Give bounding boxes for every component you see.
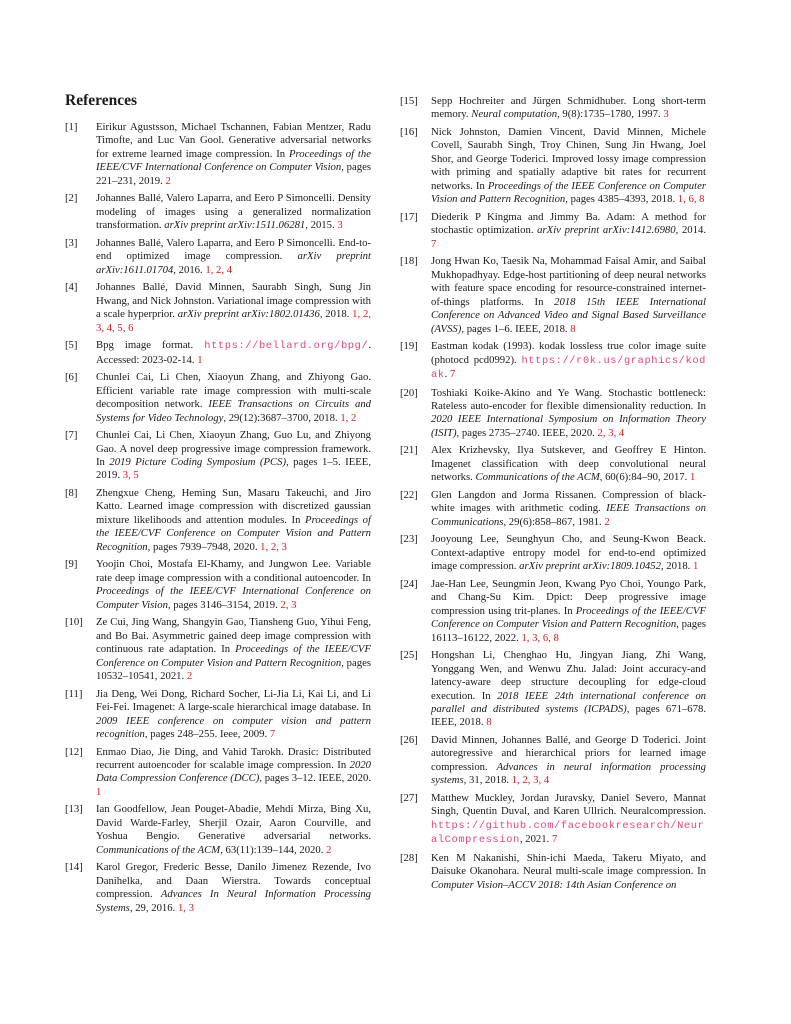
reference-item [400,852,706,892]
reference-authors-title: Jong Hwan Ko, Taesik Na, Mohammad Faisal Amir, and Saibal Mukhopadhyay. Edge-host partitioning of deep neural networks with feature space encoding for resource-constrained internet-of-things platforms. In [431,255,706,308]
reference-number: [16] [400,126,418,138]
reference-url-link[interactable]: https://r0k.us/graphics/kodak [431,354,706,381]
reference-backlinks[interactable]: 1 [689,471,696,484]
reference-venue: Advances In Neural Information Processing Systems [96,888,372,914]
reference-venue: Neural computation [471,108,558,121]
reference-text [96,371,371,425]
reference-details: , pages 248–255. Ieee, 2009. [144,727,270,740]
reference-text [431,533,706,573]
reference-authors-title: Jooyoung Lee, Seunghyun Cho, and Seung-Kwon Beack. Context-adaptive entropy model for end-to-end optimized image compression. [431,533,706,573]
reference-number: [15] [400,95,418,107]
references-column-left [65,121,371,919]
reference-number: [11] [65,687,83,700]
reference-details: , 2016. [173,263,206,276]
reference-authors-title: David Minnen, Johannes Ballé, and George D Toderici. Joint autoregressive and hierarchical priors for learned image compression. [431,733,706,773]
reference-venue: Proceedings of the IEEE/CVF Conference on Computer Vision and Pattern Recognition [431,604,706,631]
reference-text [431,649,706,730]
reference-venue: arXiv preprint arXiv:1511.06281 [164,219,306,232]
reference-text [96,339,371,367]
reference-number: [6] [65,371,78,384]
reference-details: , pages 7939–7948, 2020. [147,540,261,553]
reference-backlinks[interactable]: 7 [450,367,456,380]
reference-url-link[interactable]: https://github.com/facebookresearch/NeuralCompression [431,819,705,847]
reference-text [431,578,706,645]
reference-backlinks[interactable]: 1, 6, 8 [677,193,705,206]
reference-details: , pages 221–231, 2019. [96,161,371,187]
reference-details: , 29(6):858–867, 1981. [503,515,605,528]
reference-authors-title: Eastman kodak (1993). kodak lossless true color image suite (photocd pcd0992). [431,340,706,366]
reference-backlinks[interactable]: 2 [604,515,610,528]
reference-number: [14] [65,861,83,874]
reference-item [400,734,706,788]
reference-item [400,649,706,730]
reference-text [96,429,371,483]
reference-details: , 60(6):84–90, 2017. [599,471,690,484]
reference-url-suffix: . [444,367,451,380]
reference-details: , pages 4385–4393, 2018. [565,193,678,206]
reference-item [400,95,706,122]
reference-backlinks[interactable]: 2, 3, 4 [597,426,625,439]
reference-number: [9] [65,558,78,571]
reference-number: [25] [400,649,418,662]
reference-url-suffix: , 2021. [519,833,552,846]
reference-item [400,792,706,848]
reference-authors-title: Karol Gregor, Frederic Besse, Danilo Jimenez Rezende, Ivo Danihelka, and Daan Wierstra. Towards conceptual compression. [96,861,371,901]
reference-number: [19] [400,340,418,353]
reference-number: [5] [65,339,78,352]
reference-details: , 2015. [305,219,338,232]
reference-venue: Proceedings of the IEEE/CVF Conference on Computer Vision and Pattern Recognition [96,643,371,669]
reference-item [65,861,371,915]
reference-backlinks[interactable]: 1, 2, 4 [205,263,233,276]
references-column-right [400,95,706,896]
reference-details: , 29(12):3687–3700, 2018. [223,411,341,424]
reference-authors-title: Alex Krizhevsky, Ilya Sutskever, and Geoffrey E Hinton. Imagenet classification with deep convolutional neural networks. [431,444,706,484]
reference-text [96,237,371,277]
reference-text [96,281,371,335]
reference-backlinks[interactable]: 1, 3, 6, 8 [521,631,559,644]
reference-number: [4] [65,281,78,294]
reference-text [96,803,371,857]
reference-details: , pages 1–5. IEEE, 2019. [96,455,371,482]
reference-item [65,121,371,188]
reference-backlinks[interactable]: 7 [269,727,276,740]
reference-backlinks[interactable]: 1, 3 [177,901,194,914]
reference-item [65,237,371,277]
reference-authors-title: Eirikur Agustsson, Michael Tschannen, Fabian Mentzer, Radu Timofte, and Luc Van Gool. Generative adversarial networks for extreme learned image compression. In [96,121,371,160]
reference-item [400,444,706,484]
reference-item [400,578,706,645]
reference-number: [28] [400,851,418,864]
reference-backlinks[interactable]: 8 [570,322,576,335]
reference-venue: arXiv preprint arXiv:1809.10452 [519,560,661,573]
reference-authors-title: Chunlei Cai, Li Chen, Xiaoyun Zhang, and Zhiyong Gao. Efficient variable rate image compression with multi-scale decomposition network. [96,371,371,411]
reference-backlinks[interactable]: 1, 2 [340,411,357,424]
reference-item [65,746,371,800]
reference-details: , pages 16113–16122, 2022. [431,618,706,644]
reference-text [431,255,706,336]
reference-venue: arXiv preprint arXiv:1802.01436 [177,308,320,321]
reference-authors-title: Johannes Ballé, Valero Laparra, and Eero P Simoncelli. End-to-end optimized image compression. [96,236,371,263]
reference-backlinks[interactable]: 2 [186,670,193,683]
reference-item [400,340,706,382]
reference-details: , pages 2735–2740. IEEE, 2020. [456,426,598,439]
reference-details: , pages 1–6. IEEE, 2018. [461,322,571,335]
reference-item [65,558,371,612]
reference-venue: 2019 Picture Coding Symposium (PCS) [109,455,287,468]
reference-item [65,281,371,335]
reference-text [431,852,706,892]
reference-backlinks[interactable]: 1, 2, 3 [260,540,287,553]
reference-authors-title: Sepp Hochreiter and Jürgen Schmidhuber. Long short-term memory. [431,95,706,121]
reference-item [65,192,371,232]
reference-authors-title: Diederik P Kingma and Jimmy Ba. Adam: A method for stochastic optimization. [431,210,706,237]
reference-number: [27] [400,791,418,804]
reference-backlinks[interactable]: 1 [693,560,699,573]
reference-authors-title: Nick Johnston, Damien Vincent, David Minnen, Michele Covell, Saurabh Singh, Troy Chinen, Sung Jin Hwang, Joel Shor, and George Toderici. Improved lossy image compression with priming and spatially adaptive bit rates for recurrent networks. In [431,126,706,192]
reference-url-suffix: . Accessed: 2023-02-14. [96,339,371,366]
reference-venue: Communications of the ACM [96,843,221,856]
reference-text [96,487,371,554]
reference-authors-title: Matthew Muckley, Jordan Juravsky, Daniel Severo, Mannat Singh, Quentin Duval, and Karen Ullrich. Neuralcompression. [431,791,706,818]
reference-text [431,387,706,441]
reference-details: , 2018. [660,560,694,573]
reference-item [400,255,706,336]
reference-number: [26] [400,733,418,746]
reference-venue: Communications of the ACM [475,471,600,484]
reference-authors-title: Jia Deng, Wei Dong, Richard Socher, Li-Jia Li, Kai Li, and Li Fei-Fei. Imagenet: A large-scale hierarchical image database. In [96,687,371,714]
reference-authors-title: Glen Langdon and Jorma Rissanen. Compression of black-white images with arithmetic coding. [431,488,706,515]
reference-text [431,126,706,207]
reference-item [400,489,706,529]
reference-details: , 63(11):139–144, 2020. [220,843,327,856]
reference-authors-title: Chunlei Cai, Li Chen, Xiaoyun Zhang, Guo Lu, and Zhiyong Gao. A novel deep progressive image compression framework. In [96,429,371,468]
reference-venue: Computer Vision–ACCV 2018: 14th Asian Conference on [431,878,677,891]
reference-venue: Proceedings of the IEEE Conference on Computer Vision and Pattern Recognition [431,179,706,206]
reference-venue: 2018 IEEE 24th international conference on parallel and distributed systems (ICPADS) [431,689,707,715]
reference-number: [10] [65,616,83,629]
reference-venue: Proceedings of the IEEE/CVF Conference on Computer Vision and Pattern Recognition [96,513,371,553]
reference-details: , pages 10532–10541, 2021. [96,656,371,683]
reference-backlinks[interactable]: 3 [663,108,669,121]
reference-backlinks[interactable]: 7 [551,833,558,846]
reference-authors-title: Zhengxue Cheng, Heming Sun, Masaru Takeuchi, and Jiro Katto. Learned image compression with discretized gaussian mixture likelihoods and attention modules. In [96,486,371,526]
reference-number: [22] [400,488,418,501]
reference-number: [17] [400,210,418,223]
reference-backlinks[interactable]: 8 [486,716,492,729]
reference-number: [18] [400,255,418,268]
reference-venue: 2018 15th IEEE International Conference on Advanced Video and Signal Based Surveillance (AVSS) [431,295,706,335]
reference-venue: 2020 Data Compression Conference (DCC) [96,758,371,785]
reference-item [65,616,371,683]
reference-backlinks[interactable]: 2, 3 [280,598,297,611]
reference-number: [20] [400,386,418,399]
reference-backlinks[interactable]: 2 [165,174,171,187]
reference-venue: 2020 IEEE International Symposium on Information Theory (ISIT) [431,413,706,439]
reference-text [96,861,371,915]
reference-authors-title: Ze Cui, Jing Wang, Shangyin Gao, Tiansheng Guo, Yihui Feng, and Bo Bai. Asymmetric gained deep image compression with continuous rate adaptation. In [96,616,371,656]
reference-item [65,803,371,857]
reference-text [96,616,371,683]
reference-number: [21] [400,444,418,457]
reference-backlinks[interactable]: 3 [337,219,343,232]
reference-venue: arXiv preprint arXiv:1412.6980 [537,224,676,237]
reference-text [96,746,371,800]
reference-item [65,429,371,483]
reference-venue: arXiv preprint arXiv:1611.01704 [96,250,371,276]
reference-item [400,126,706,207]
reference-text [96,688,371,742]
reference-text [96,192,371,232]
reference-venue: IEEE Transactions on Circuits and Systems for Video Technology [96,398,372,424]
reference-number: [3] [65,236,78,249]
reference-text [96,121,371,188]
reference-authors-title: Ken M Nakanishi, Shin-ichi Maeda, Takeru Miyato, and Daisuke Okanohara. Neural multi-scale image compression. In [431,851,706,878]
reference-authors-title: Ian Goodfellow, Jean Pouget-Abadie, Mehdi Mirza, Bing Xu, David Warde-Farley, Sherjil Ozair, Aaron Courville, and Yoshua Bengio. Generative adversarial networks. [96,803,371,843]
reference-venue: Proceedings of the IEEE/CVF International Conference on Computer Vision [96,147,371,174]
reference-authors-title: Hongshan Li, Chenghao Hu, Jingyan Jiang, Zhi Wang, Yonggang Wen, and Wenwu Zhu. Jalad: Joint accuracy-and latency-aware deep structure decoupling for edge-cloud execution. In [431,649,706,702]
reference-text [431,211,706,251]
reference-venue: Advances in neural information processing systems [431,760,706,787]
reference-item [65,371,371,425]
reference-number: [23] [400,533,418,546]
reference-details: , 31, 2018. [463,774,512,787]
reference-text [431,444,706,484]
reference-backlinks[interactable]: 1, 2, 3, 4 [511,774,550,787]
reference-item [65,487,371,554]
reference-number: [2] [65,192,78,205]
reference-venue: Proceedings of the IEEE/CVF International Conference on Computer Vision [96,585,371,611]
reference-number: [7] [65,429,78,442]
reference-url-link[interactable]: https://bellard.org/bpg/ [204,340,369,353]
reference-item [400,533,706,573]
reference-backlinks[interactable]: 1 [96,785,102,798]
reference-number: [1] [65,121,78,133]
reference-item [65,688,371,742]
reference-number: [8] [65,486,78,499]
reference-item [400,211,706,251]
reference-item [65,339,371,367]
reference-text [431,95,706,122]
reference-text [431,792,706,848]
reference-text [431,734,706,788]
references-heading: References [65,92,138,109]
reference-backlinks[interactable]: 2 [326,843,332,856]
reference-number: [24] [400,577,418,590]
reference-details: , 9(8):1735–1780, 1997. [557,108,664,121]
reference-details: , pages 671–678. IEEE, 2018. [431,702,706,729]
reference-venue: 2009 IEEE conference on computer vision and pattern recognition [96,714,371,740]
reference-backlinks[interactable]: 1 [197,353,203,366]
reference-authors-title: Jae-Han Lee, Seungmin Jeon, Kwang Pyo Choi, Youngo Park, and Chang-Su Kim. Dpict: Deep progressive image compression using trit-planes. In [431,577,706,617]
reference-text [431,489,706,529]
reference-number: [13] [65,803,83,816]
reference-item [400,387,706,441]
reference-venue: IEEE Transactions on Communications [431,502,706,528]
reference-details: , pages 3–12. IEEE, 2020. [259,772,371,785]
reference-authors-title: Johannes Ballé, Valero Laparra, and Eero P Simoncelli. Density modeling of images using a generalized normalization transformation. [96,192,371,232]
reference-authors-title: Bpg image format. [96,339,205,352]
reference-authors-title: Enmao Diao, Jie Ding, and Vahid Tarokh. Drasic: Distributed recurrent autoencoder for scalable image compression. In [96,745,371,771]
reference-number: [12] [65,745,83,758]
reference-text [96,558,371,612]
reference-authors-title: Yoojin Choi, Mostafa El-Khamy, and Jungwon Lee. Variable rate deep image compression with a conditional autoencoder. In [96,558,371,584]
reference-backlinks[interactable]: 3, 5 [122,469,139,482]
reference-authors-title: Johannes Ballé, David Minnen, Saurabh Singh, Sung Jin Hwang, and Nick Johnston. Variational image compression with a scale hyperprior. [96,281,371,321]
reference-details: , pages 3146–3154, 2019. [167,598,281,611]
reference-backlinks[interactable]: 7 [431,237,437,250]
reference-authors-title: Toshiaki Koike-Akino and Ye Wang. Stochastic bottleneck: Rateless auto-encoder for flexible dimensionality reduction. In [431,386,706,412]
reference-details: , 2018. [319,308,353,321]
reference-backlinks[interactable]: 1, 2, 3, 4, 5, 6 [96,308,371,334]
reference-text [431,340,706,382]
reference-details: , 29, 2016. [129,901,178,914]
reference-details: , 2014. [675,224,706,237]
